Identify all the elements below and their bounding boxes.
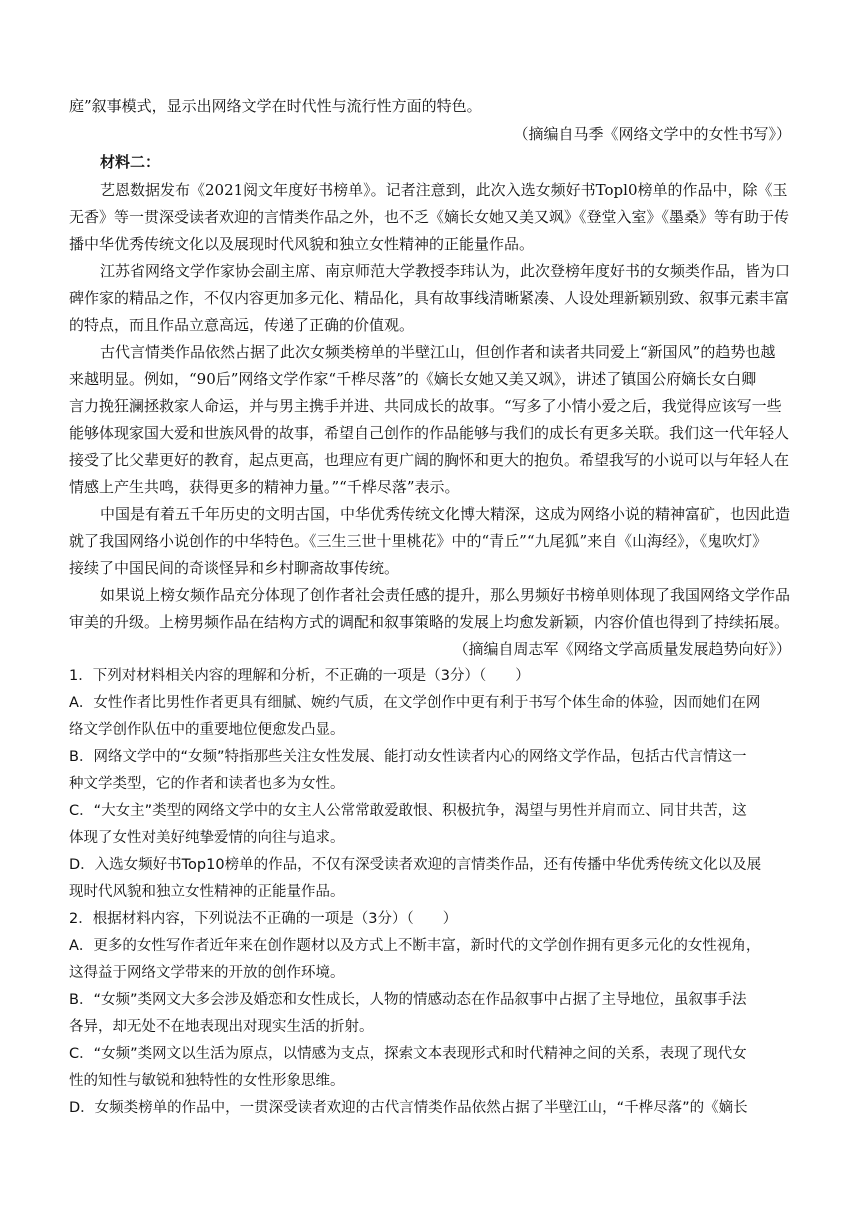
paragraph-line: 艺恩数据发布《2021阅文年度好书榜单》。记者注意到，此次入选女频好书Topl0榜单的作品中，除《玉 — [100, 181, 788, 199]
paragraph-line: 的特点，而且作品立意高远，传递了正确的价值观。 — [69, 316, 415, 334]
question-1-option-c: C．“大女主”类型的网络文学中的女主人公常常敢爱敢恨、积极抗争，渴望与男性并肩而立、同甘共苦，这 — [69, 803, 747, 819]
paragraph-line: 无香》等一贯深受读者欢迎的言情类作品之外，也不乏《嫡长女她又美又飒》《登堂入室》《墨桑》等有助于传 — [69, 208, 790, 226]
material1-last-line: 庭”叙事模式，显示出网络文学在时代性与流行性方面的特色。 — [69, 97, 482, 115]
paragraph-line: 接受了比父辈更好的教育，起点更高，也理应有更广阔的胸怀和更大的抱负。希望我写的小说可以与年轻人在 — [69, 451, 790, 469]
paragraph-line: 古代言情类作品依然占据了此次女频类榜单的半壁江山，但创作者和读者共同爱上“新国风”的趋势也越 — [100, 343, 776, 361]
question-2-option-c-cont: 性的知性与敏锐和独特性的女性形象思维。 — [69, 1073, 345, 1089]
question-2-option-d: D．女频类榜单的作品中，一贯深受读者欢迎的古代言情类作品依然占据了半壁江山，“千桦尽落”的《嫡长 — [69, 1100, 748, 1116]
paragraph-line: 播中华优秀传统文化以及展现时代风貌和独立女性精神的正能量作品。 — [69, 235, 535, 253]
question-1-option-d-cont: 现时代风貌和独立女性精神的正能量作品。 — [69, 884, 345, 900]
question-1-option-a: A．女性作者比男性作者更具有细腻、婉约气质，在文学创作中更有利于书写个体生命的体验，因而她们在网 — [69, 695, 761, 711]
question-1-stem: 1．下列对材料相关内容的理解和分析，不正确的一项是（3分）（ ） — [69, 668, 530, 684]
question-2-option-b-cont: 各异，却无处不在地表现出对现实生活的折射。 — [69, 1019, 374, 1035]
question-1-option-b-cont: 种文学类型，它的作者和读者也多为女性。 — [69, 776, 345, 792]
material2-source: （摘编自周志军《网络文学高质量发展趋势向好》） — [453, 640, 791, 658]
question-2-option-a-cont: 这得益于网络文学带来的开放的创作环境。 — [69, 965, 345, 981]
paragraph-line: 中国是有着五千年历史的文明古国，中华优秀传统文化博大精深，这成为网络小说的精神富矿，也因此造 — [100, 505, 791, 523]
question-1-option-c-cont: 体现了女性对美好纯挚爱情的向往与追求。 — [69, 830, 345, 846]
question-2-stem: 2．根据材料内容，下列说法不正确的一项是（3分）（ ） — [69, 911, 458, 927]
paragraph-line: 情感上产生共鸣，获得更多的精神力量。”“千桦尽落”表示。 — [69, 478, 460, 496]
question-1-option-b: B．网络文学中的“女频”特指那些关注女性发展、能打动女性读者内心的网络文学作品，包括古代言情这一 — [69, 749, 747, 765]
question-1-option-a-cont: 络文学创作队伍中的重要地位便愈发凸显。 — [69, 722, 345, 738]
question-1-option-d: D．入选女频好书Top10榜单的作品，不仅有深受读者欢迎的言情类作品，还有传播中华优秀传统文化以及展 — [69, 857, 762, 873]
question-2-option-c: C．“女频”类网文以生活为原点，以情感为支点，探索文本表现形式和时代精神之间的关系，表现了现代女 — [69, 1046, 747, 1062]
paragraph-line: 江苏省网络文学作家协会副主席、南京师范大学教授李玮认为，此次登榜年度好书的女频类作品，皆为口 — [100, 262, 791, 280]
paragraph-line: 审美的升级。上榜男频作品在结构方式的调配和叙事策略的发展上均愈发新颖，内容价值也得到了持续拓展。 — [69, 613, 790, 631]
paragraph-line: 碑作家的精品之作，不仅内容更加多元化、精品化，具有故事线清晰紧凑、人设处理新颖别致、叙事元素丰富 — [69, 289, 790, 307]
paragraph-line: 接续了中国民间的奇谈怪异和乡村聊斋故事传统。 — [69, 559, 400, 577]
question-2-option-b: B．“女频”类网文大多会涉及婚恋和女性成长，人物的情感动态在作品叙事中占据了主导地位，虽叙事手法 — [69, 992, 747, 1008]
question-2-option-a: A．更多的女性写作者近年来在创作题材以及方式上不断丰富，新时代的文学创作拥有更多元化的女性视角， — [69, 938, 761, 954]
paragraph-line: 如果说上榜女频作品充分体现了创作者社会责任感的提升，那么男频好书榜单则体现了我国网络文学作品 — [100, 586, 791, 604]
paragraph-line: 就了我国网络小说创作的中华特色。《三生三世十里桃花》中的“青丘”“九尾狐”来自《山海经》，《鬼吹灯》 — [69, 532, 768, 550]
paragraph-line: 能够体现家国大爱和世族风骨的故事，希望自己创作的作品能够与我们的成长有更多关联。我们这一代年轻人 — [69, 424, 790, 442]
material1-source: （摘编自马季《网络文学中的女性书写》） — [513, 125, 791, 143]
material2-heading: 材料二： — [100, 153, 161, 171]
paragraph-line: 言力挽狂澜拯救家人命运，并与男主携手并进、共同成长的故事。“写多了小情小爱之后，我觉得应该写一些 — [69, 397, 782, 415]
paragraph-line: 来越明显。例如，“90后”网络文学作家“千桦尽落”的《嫡长女她又美又飒》，讲述了镇国公府嫡长女白卿 — [69, 370, 757, 388]
